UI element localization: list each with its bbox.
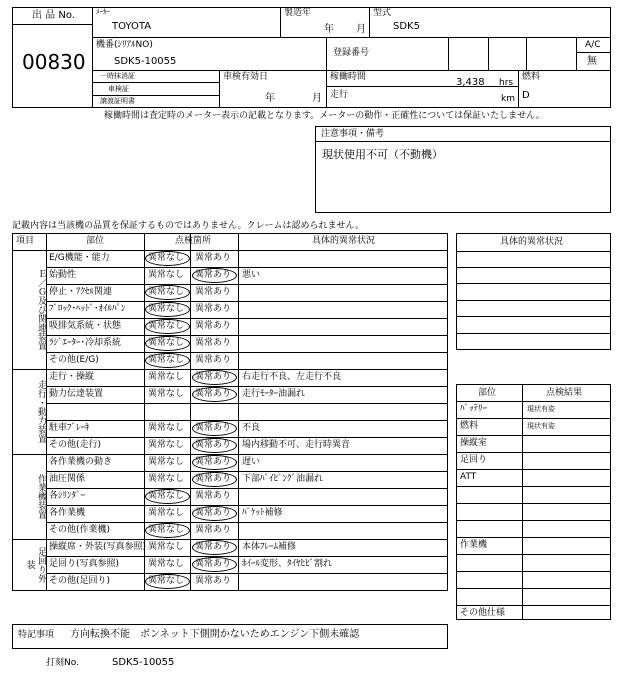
table-header-cell: 点検箇所 <box>175 236 212 246</box>
km-unit: km <box>501 94 515 104</box>
registration-label: 登録番号 <box>333 48 370 58</box>
results-row-line <box>456 469 611 470</box>
normal-option: 異常なし <box>148 474 185 484</box>
abnormal-option: 異常あり <box>195 304 232 314</box>
abnormal-option: 異常あり <box>195 287 232 297</box>
normal-option: 異常なし <box>148 542 185 552</box>
special-notes-label: 特記事項 <box>18 630 55 640</box>
row-detail: 不良 <box>242 423 261 433</box>
normal-option: 異常なし <box>148 440 185 450</box>
results-part: 足回り <box>460 455 488 465</box>
side-detail-line <box>456 283 611 284</box>
results-row-line <box>456 588 611 589</box>
model-value: SDK5 <box>393 21 420 32</box>
results-row-line <box>456 452 611 453</box>
row-part: 各作業機 <box>49 508 86 518</box>
abnormal-option: 異常あり <box>195 457 232 467</box>
normal-option: 異常なし <box>148 576 185 586</box>
row-part: 足回り(写真参照) <box>49 559 120 569</box>
row-detail: 下部ﾊﾞｲﾋﾟﾝｸﾞ油漏れ <box>242 474 324 484</box>
row-line <box>46 556 448 557</box>
results-col-line <box>522 384 523 620</box>
results-row-line <box>456 401 611 402</box>
table-header-cell: 項目 <box>16 236 35 246</box>
group-label: 走行・動力装置 <box>36 380 46 443</box>
results-row-line <box>456 520 611 521</box>
row-line <box>46 386 448 387</box>
group-line <box>12 539 448 540</box>
row-line <box>46 437 448 438</box>
hours-note: 稼働時間は査定時のメーター表示の記載となります。メーターの動作・正確性については保証いたしません。 <box>104 111 545 121</box>
abnormal-option: 異常あり <box>195 542 232 552</box>
selected-mark <box>192 557 237 572</box>
selected-mark <box>145 523 190 538</box>
table-header-cell: 具体的異常状況 <box>312 236 376 246</box>
results-part: 操縦室 <box>460 438 488 448</box>
normal-option: 異常なし <box>148 304 185 314</box>
normal-option: 異常なし <box>148 508 185 518</box>
row-line <box>46 352 448 353</box>
row-line <box>46 471 448 472</box>
group-label: 作業機装置 <box>36 474 46 519</box>
row-part: その他(足回り) <box>49 576 111 586</box>
exhibit-number: 00830 <box>22 50 86 74</box>
row-part: その他(E/G) <box>49 355 99 365</box>
abnormal-option: 異常あり <box>195 423 232 433</box>
row-line <box>46 301 448 302</box>
abnormal-option: 異常あり <box>195 440 232 450</box>
selected-mark <box>145 319 190 334</box>
row-detail: 右走行不良、左走行不良 <box>242 372 342 382</box>
inspection-cert-label: 車検証 <box>108 85 129 93</box>
maker-value: TOYOTA <box>112 21 152 32</box>
row-line <box>46 403 448 404</box>
results-header-part: 部位 <box>478 388 497 398</box>
disclaimer: 記載内容は当該機の品質を保証するものではありません。クレームは認められません。 <box>12 221 365 231</box>
row-line <box>46 318 448 319</box>
row-line <box>46 335 448 336</box>
results-part: その他仕様 <box>460 608 506 618</box>
side-detail-line <box>456 333 611 334</box>
row-part: 操縦席・外装(写真参照) <box>49 542 147 552</box>
abnormal-option: 異常あり <box>195 321 232 331</box>
side-detail-line <box>456 251 611 252</box>
selected-mark <box>192 370 237 385</box>
results-row-line <box>456 571 611 572</box>
special-notes-text: 方向転換不能 ボンネット下側開かないためエンジン下側未確認 <box>70 629 360 640</box>
year-unit: 年 <box>324 24 334 35</box>
selected-mark <box>192 455 237 470</box>
selected-mark <box>145 285 190 300</box>
selected-mark <box>192 421 237 436</box>
group-label: Ｅ／Ｇ及び関連装置 <box>36 269 46 350</box>
remarks-text: 現状使用不可（不動機） <box>322 148 443 161</box>
table-col-line <box>46 233 47 590</box>
abnormal-option: 異常あり <box>195 355 232 365</box>
abnormal-option: 異常あり <box>195 508 232 518</box>
stamp-value: SDK5-10055 <box>112 657 175 668</box>
exhibit-no-label: 出 品 No. <box>32 10 75 21</box>
row-detail: ﾊﾞｹｯﾄ補修 <box>242 508 283 518</box>
results-frame <box>456 384 611 620</box>
fuel-value: D <box>522 90 530 101</box>
row-part: 各ｼﾘﾝﾀﾞｰ <box>49 491 86 501</box>
row-detail: 遅い <box>242 457 261 467</box>
group-line <box>12 454 448 455</box>
row-part: E/G機能・能力 <box>49 253 110 263</box>
group-line <box>12 369 448 370</box>
row-part: 各作業機の動き <box>49 457 113 467</box>
row-line <box>46 267 448 268</box>
row-part: 吸排気系統・状態 <box>49 321 122 331</box>
abnormal-option: 異常あり <box>195 576 232 586</box>
transfer-cert-label: 譲渡証明書 <box>100 97 135 105</box>
row-part: 油圧関係 <box>49 474 86 484</box>
results-part: 作業機 <box>460 540 488 550</box>
row-part: その他(作業機) <box>49 525 111 535</box>
row-part: 走行・操縦 <box>49 372 95 382</box>
abnormal-option: 異常あり <box>195 253 232 263</box>
results-part: ﾊﾞｯﾃﾘｰ <box>460 404 488 414</box>
selected-mark <box>145 353 190 368</box>
results-row-line <box>456 554 611 555</box>
row-line <box>46 505 448 506</box>
group-label: 足回り外装 <box>24 546 46 583</box>
results-header-result: 点検結果 <box>546 388 583 398</box>
normal-option: 異常なし <box>148 355 185 365</box>
normal-option: 異常なし <box>148 525 185 535</box>
abnormal-option: 異常あり <box>195 270 232 280</box>
abnormal-option: 異常あり <box>195 389 232 399</box>
normal-option: 異常なし <box>148 457 185 467</box>
table-col-line <box>190 233 191 590</box>
row-detail: 場内移動不可、走行時異音 <box>242 440 351 450</box>
row-line <box>46 284 448 285</box>
row-detail: 悪い <box>242 270 261 280</box>
row-part: その他(走行) <box>49 440 102 450</box>
results-row-line <box>456 418 611 419</box>
abnormal-option: 異常あり <box>195 559 232 569</box>
results-row-line <box>456 605 611 606</box>
ac-label: A/C <box>585 40 601 50</box>
row-detail: ﾎｲｰﾙ変形、ﾀｲﾔﾋﾋﾞ割れ <box>242 559 333 569</box>
row-detail: 本体ﾌﾚｰﾑ補修 <box>242 542 297 552</box>
selected-mark <box>192 387 237 402</box>
remarks-label: 注意事項・備考 <box>321 129 385 139</box>
row-part: 始動性 <box>49 270 77 280</box>
results-row-line <box>456 435 611 436</box>
results-part: 燃料 <box>460 421 479 431</box>
selected-mark <box>192 506 237 521</box>
normal-option: 異常なし <box>148 321 185 331</box>
row-part: ﾌﾞﾛｯｸ･ﾍｯﾄﾞ･ｵｲﾙﾊﾟﾝ <box>49 304 126 314</box>
side-detail-line <box>456 267 611 268</box>
results-value: 現状有姿 <box>527 405 555 413</box>
serial-value: SDK5-10055 <box>114 56 177 67</box>
month-unit: 月 <box>356 24 366 35</box>
table-header-cell: 部位 <box>86 236 105 246</box>
results-part: ATT <box>460 472 477 482</box>
side-detail-header: 具体的異常状況 <box>500 237 564 247</box>
row-line <box>46 488 448 489</box>
mileage-label: 走行 <box>330 90 349 100</box>
normal-option: 異常なし <box>148 338 185 348</box>
selected-mark <box>192 540 237 555</box>
selected-mark <box>192 472 237 487</box>
row-part: 駐車ﾌﾞﾚｰｷ <box>49 423 90 433</box>
remarks-box <box>315 126 611 213</box>
model-label: 型式 <box>373 8 392 18</box>
selected-mark <box>145 302 190 317</box>
abnormal-option: 異常あり <box>195 372 232 382</box>
temp-permit-label: 一時抹消証 <box>100 72 135 80</box>
selected-mark <box>145 251 190 266</box>
abnormal-option: 異常あり <box>195 491 232 501</box>
hours-unit: hrs <box>499 78 514 88</box>
normal-option: 異常なし <box>148 559 185 569</box>
results-row-line <box>456 537 611 538</box>
normal-option: 異常なし <box>148 287 185 297</box>
row-line <box>46 420 448 421</box>
expiry-month-unit: 月 <box>312 93 322 104</box>
table-col-line <box>238 233 239 590</box>
results-row-line <box>456 503 611 504</box>
ac-value: 無 <box>587 56 597 67</box>
results-value: 現状有姿 <box>527 422 555 430</box>
row-part: 停止・ｱｸｾﾙ関連 <box>49 287 113 297</box>
selected-mark <box>145 574 190 589</box>
selected-mark <box>145 336 190 351</box>
abnormal-option: 異常あり <box>195 338 232 348</box>
abnormal-option: 異常あり <box>195 474 232 484</box>
table-header-line <box>12 250 448 251</box>
abnormal-option: 異常あり <box>195 525 232 535</box>
row-detail: 走行ﾓｰﾀｰ油漏れ <box>242 389 306 399</box>
fuel-label: 燃料 <box>522 72 541 82</box>
inspection-expiry-label: 車検有効日 <box>223 72 269 82</box>
results-row-line <box>456 486 611 487</box>
normal-option: 異常なし <box>148 253 185 263</box>
hours-value: 3,438 <box>456 77 485 88</box>
side-detail-line <box>456 300 611 301</box>
row-line <box>46 573 448 574</box>
normal-option: 異常なし <box>148 270 185 280</box>
selected-mark <box>145 489 190 504</box>
row-line <box>46 522 448 523</box>
stamp-label: 打刻No. <box>46 658 79 668</box>
table-col-line <box>144 233 145 590</box>
row-part: ﾗｼﾞｴｰﾀｰ･冷却系統 <box>49 338 122 348</box>
maker-label: ﾒｰｶｰ <box>96 8 110 16</box>
hours-label: 稼働時間 <box>330 72 367 82</box>
side-detail-line <box>456 316 611 317</box>
normal-option: 異常なし <box>148 423 185 433</box>
normal-option: 異常なし <box>148 491 185 501</box>
year-label: 製造年 <box>284 8 312 18</box>
normal-option: 異常なし <box>148 389 185 399</box>
serial-label: 機番(ｼﾘｱﾙNO) <box>96 40 153 50</box>
expiry-year-unit: 年 <box>265 93 275 104</box>
row-part: 動力伝達装置 <box>49 389 104 399</box>
selected-mark <box>192 438 237 453</box>
normal-option: 異常なし <box>148 372 185 382</box>
selected-mark <box>192 268 237 283</box>
